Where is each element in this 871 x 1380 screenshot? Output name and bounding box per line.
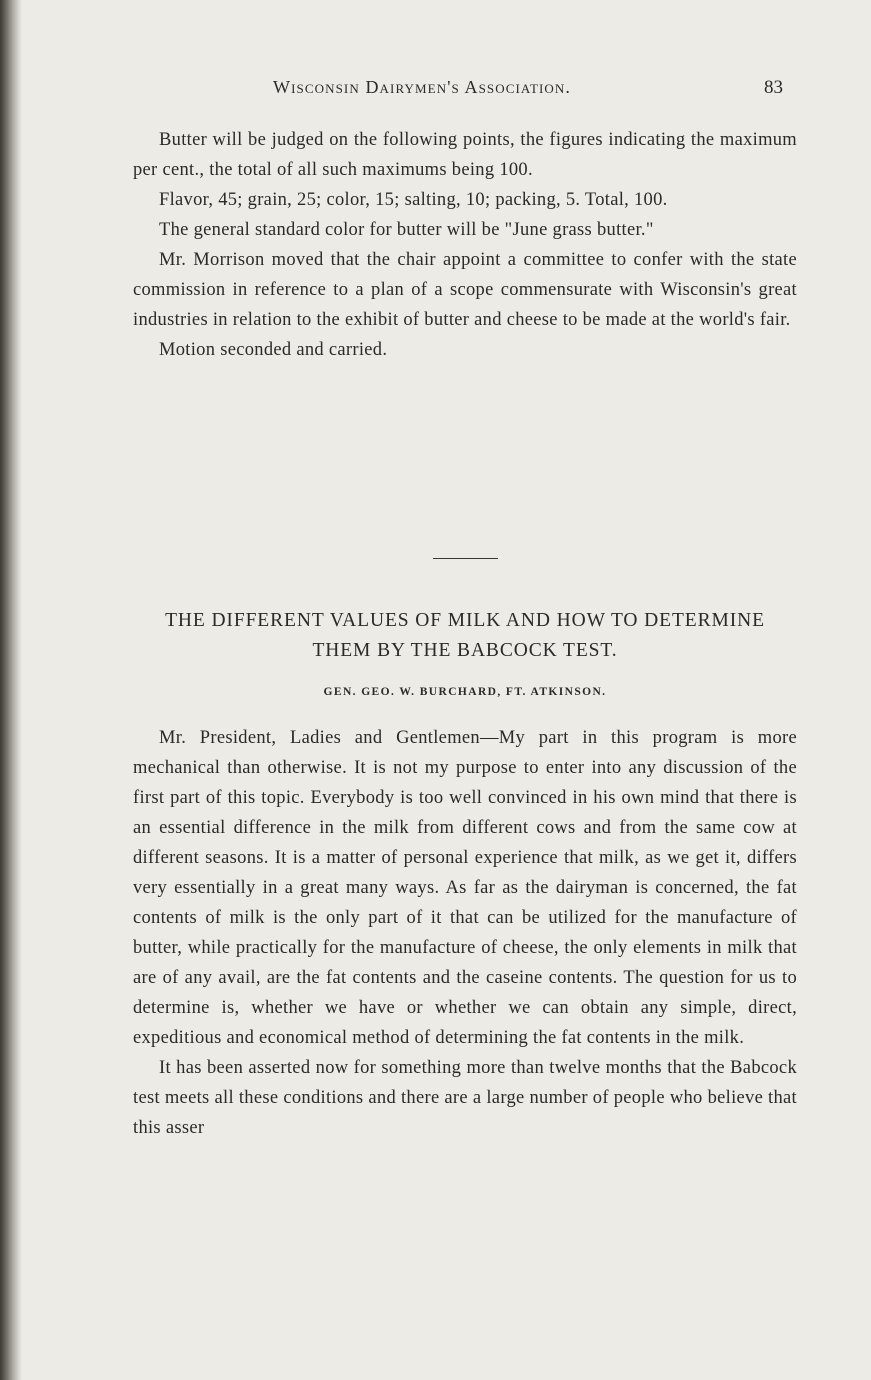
paragraph-babcock-assertion: It has been asserted now for something more than twelve months that the Babcock test meets all these conditions and there are a large number of people who believe that this asser [133,1058,797,1138]
committee-report-text [133,125,797,365]
page-number: 83 [764,77,783,98]
address-body-text [133,723,797,1143]
section-title: THE DIFFERENT VALUES OF MILK AND HOW TO DETERMINE THEM BY THE BABCOCK TEST. [165,610,765,661]
paragraph-motion-carried: Motion seconded and carried. [159,340,388,360]
paragraph-morrison-motion: Mr. Morrison moved that the chair appoint a committee to confer with the state commission in reference to a plan of a scope commensurate with Wisconsin's great industries in relation to the exhibit of butter and cheese to be made at the world's fair. [133,250,797,330]
paragraph-standard-color: The general standard color for butter will be "June grass butter." [159,220,654,240]
paragraph-judging-points: Butter will be judged on the following points, the figures indicating the maximum per cent., the total of all such maximums being 100. [133,130,797,180]
paragraph-score-totals: Flavor, 45; grain, 25; color, 15; salting, 10; packing, 5. Total, 100. [159,190,668,210]
author-byline: GEN. GEO. W. BURCHARD, FT. ATKINSON. [323,686,607,698]
running-head [0,77,871,101]
running-title: Wisconsin Dairymen's Association. [273,77,572,97]
paragraph-address-opening: Mr. President, Ladies and Gentlemen—My part in this program is more mechanical than otherwise. It is not my purpose to enter into any discussion of the first part of this topic. Everybody is too well convinced in his own mind that there is an essential difference in the milk from different cows and from the same cow at different seasons. It is a matter of personal experience that milk, as we get it, differs very essentially in a great many ways. As far as the dairyman is concerned, the fat contents of milk is the only part of it that can be utilized for the manufacture of butter, while practically for the manufacture of cheese, the only elements in milk that are of any avail, are the fat contents and the caseine contents. The question for us to determine is, whether we have or whether we can obtain any simple, direct, expeditious and economical method of determining the fat contents in the milk. [133,728,797,1048]
section-divider-rule [433,558,498,559]
